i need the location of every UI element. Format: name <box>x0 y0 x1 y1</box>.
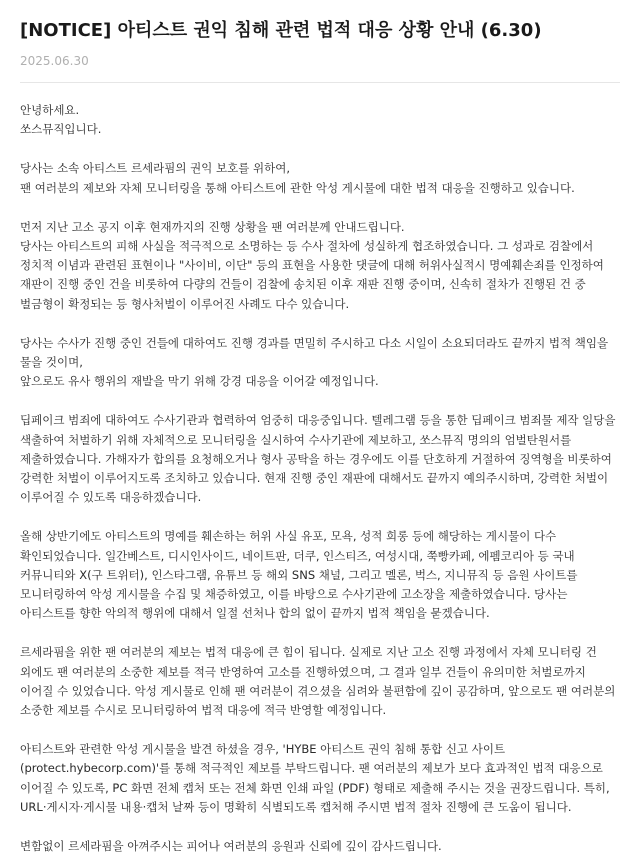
paragraph-line: 팬 여러분의 제보와 자체 모니터링을 통해 아티스트에 관한 악성 게시물에 대한 법적 대응을 진행하고 있습니다. <box>20 180 575 195</box>
post-body <box>20 101 620 856</box>
paragraph-line: 올해 상반기에도 아티스트의 명예를 훼손하는 허위 사실 유포, 모욕, 성적 희롱 등에 해당하는 게시물이 다수 확인되었습니다. 일간베스트, 디시인사이드, 네이트판, 더쿠, 인스티즈, 여성시대, 쭉빵카페, 에펨코리아 등 국내 커뮤니티와 X(구 트위터), 인스타그램, 유튜브 등 해외 SNS 채널, 그리고 멜론, 벅스, 지니뮤직 등 음원 사이트를 모니터링하여 악성 게시물을 수집 및 채증하였고, 이를 바탕으로 수사기관에 고소장을 제출하였습니다. 당사는 아티스트를 향한 악의적 행위에 대해서 일절 선처나 합의 없이 끝까지 법적 책임을 묻겠습니다. <box>20 529 578 621</box>
post-title: [NOTICE] 아티스트 권익 침해 관련 법적 대응 상황 안내 (6.30) <box>20 20 542 41</box>
paragraph <box>20 837 620 856</box>
divider <box>20 82 620 83</box>
paragraph-line: 아티스트와 관련한 악성 게시물을 발견 하셨을 경우, 'HYBE 아티스트 권익 침해 통합 신고 사이트 (protect.hybecorp.com)'를 통해 적극적인 제보를 부탁드립니다. 팬 여러분의 제보가 보다 효과적인 법적 대응으로 이어질 수 있도록, PC 화면 전체 캡처 또는 전체 화면 인쇄 파일 (PDF) 형태로 제출해 주시는 것을 권장드립니다. 특히, URL·게시자·게시물 내용·캡처 날짜 등이 명확히 식별되도록 캡처해 주시면 법적 절차 진행에 큰 도움이 됩니다. <box>20 742 610 814</box>
paragraph-line: 변함없이 르세라핌을 아껴주시는 피어나 여러분의 응원과 신뢰에 깊이 감사드립니다. <box>20 839 442 854</box>
paragraph <box>20 334 620 392</box>
paragraph-line: 당사는 소속 아티스트 르세라핌의 권익 보호를 위하여, <box>20 161 290 176</box>
paragraph-line: 딥페이크 범죄에 대하여도 수사기관과 협력하여 엄중히 대응중입니다. 텔레그램 등을 통한 딥페이크 범죄물 제작 일당을 색출하여 처벌하기 위해 자체적으로 모니터링을 실시하여 수사기관에 제보하고, 쏘스뮤직 명의의 엄벌탄원서를 제출하였습니다. 가해자가 합의를 요청해오거나 형사 공탁을 하는 경우에도 이를 단호하게 거절하여 징역형을 비롯하여 강력한 처벌이 이루어지도록 조치하고 있습니다. 현재 진행 중인 재판에 대해서도 끝까지 예의주시하며, 강력한 처벌이 이루어질 수 있도록 대응하겠습니다. <box>20 413 616 505</box>
paragraph <box>20 740 620 817</box>
paragraph <box>20 218 620 314</box>
paragraph <box>20 411 620 507</box>
paragraph <box>20 527 620 623</box>
paragraph-line: 앞으로도 유사 행위의 재발을 막기 위해 강경 대응을 이어갈 예정입니다. <box>20 374 379 389</box>
paragraph-line: 당사는 수사가 진행 중인 건들에 대하여도 진행 경과를 면밀히 주시하고 다소 시일이 소요되더라도 끝까지 법적 책임을 물을 것이며, <box>20 335 609 370</box>
paragraph-line: 르세라핌을 위한 팬 여러분의 제보는 법적 대응에 큰 힘이 됩니다. 실제로 지난 고소 진행 과정에서 자체 모니터링 건 외에도 팬 여러분의 소중한 제보를 적극 반영하여 고소를 진행하였으며, 그 결과 일부 건들이 유의미한 처벌로까지 이어질 수 있었습니다. 악성 게시물로 인해 팬 여러분이 겪으셨을 심려와 불편함에 깊이 공감하며, 앞으로도 팬 여러분의 소중한 제보를 수시로 모니터링하여 법적 대응에 적극 반영할 예정입니다. <box>20 645 616 718</box>
paragraph-line: 먼저 지난 고소 공지 이후 현재까지의 진행 상황을 팬 여러분께 안내드립니다. <box>20 219 405 234</box>
post-date: 2025.06.30 <box>20 54 89 68</box>
paragraph-line: 당사는 아티스트의 피해 사실을 적극적으로 소명하는 등 수사 절차에 성실하게 협조하였습니다. 그 성과로 검찰에서 정치적 이념과 관련된 표현이나 "사이비, 이단" 등의 표현을 사용한 댓글에 대해 허위사실적시 명예훼손죄를 인정하여 재판이 진행 중인 건을 비롯하여 다량의 건들이 검찰에 송치된 이후 재판 진행 중이며, 신속히 절차가 진행된 건 중 벌금형이 확정되는 등 형사처벌이 이루어진 사례도 다수 있습니다. <box>20 239 604 311</box>
paragraph-line: 쏘스뮤직입니다. <box>20 122 102 137</box>
paragraph <box>20 101 620 139</box>
paragraph <box>20 643 620 720</box>
paragraph-line: 안녕하세요. <box>20 103 80 117</box>
paragraph <box>20 159 620 197</box>
